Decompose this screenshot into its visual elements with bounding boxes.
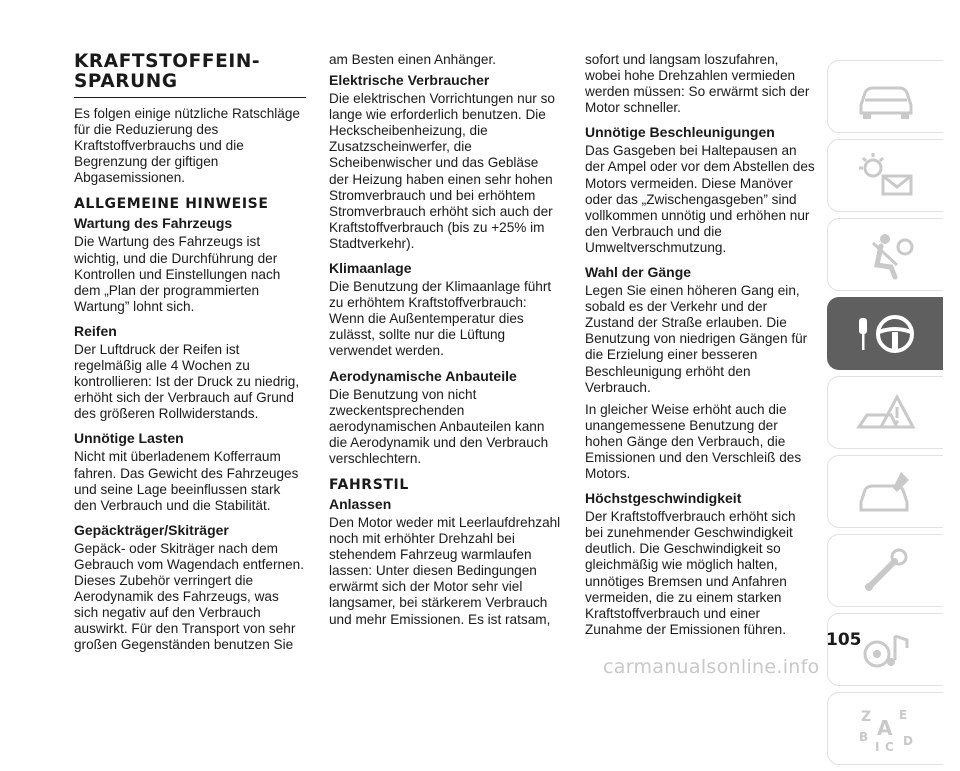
svg-text:I: I <box>874 739 879 754</box>
page-title: KRAFTSTOFFEIN-SPARUNG <box>74 52 306 98</box>
paragraph-roof-rack: Gepäck- oder Skiträger nach dem Gebrauch vom Wagendach entfernen. Dieses Zubehör verringert die Aerodynamik des Fahrzeugs, was sich negativ auf den Verbrauch auswirkt. Für den Transport von sehr großen Gegenständen benutzen Sie <box>74 540 304 653</box>
subheading-loads: Unnötige Lasten <box>74 430 184 447</box>
technical-data-icon <box>851 545 921 597</box>
tab-index[interactable] <box>827 692 943 765</box>
seat-airbag-icon <box>851 229 921 281</box>
watermark: carmanualsonline.info <box>603 656 820 678</box>
paragraph-gears-2: In gleicher Weise erhöht auch die unangemessene Benutzung der hohen Gänge den Verbrauch, die Emissionen und den Verschleiß des Motors. <box>585 401 802 482</box>
tab-maintenance[interactable] <box>827 455 943 528</box>
subheading-tyres: Reifen <box>74 322 117 339</box>
car-icon <box>851 71 921 123</box>
svg-text:C: C <box>884 739 894 754</box>
column-1 <box>74 52 306 653</box>
subheading-starting: Anlassen <box>329 495 392 512</box>
lights-envelope-icon <box>851 150 921 202</box>
tab-technical-data[interactable] <box>827 534 943 607</box>
paragraph-max-speed: Der Kraftstoffverbrauch erhöht sich bei zunehmender Geschwindigkeit deutlich. Die Geschwindigkeit so gleichmäßig wie möglich halten, unnötiges Bremsen und Anfahren vermeiden, die zu einem starken Kraftstoffverbrauch und einer Zunahme der Emissionen führen. <box>585 509 796 637</box>
column-2 <box>329 52 561 628</box>
subheading-roof-rack: Gepäckträger/Skiträger <box>74 521 229 538</box>
intro-paragraph: Es folgen einige nützliche Ratschläge für die Reduzierung des Kraftstoffverbrauchs und die Begrenzung der giftigen Abgasemissionen. <box>74 106 300 186</box>
tab-lights-messages[interactable] <box>827 139 943 212</box>
paragraph-maintenance: Die Wartung des Fahrzeugs ist wichtig, und die Durchführung der Kontrollen und Einstellungen nach dem „Plan der programmierten Wartung” lohnt sich. <box>74 234 281 314</box>
svg-text:A: A <box>876 715 892 740</box>
paragraph-loads: Nicht mit überladenem Kofferraum fahren. Das Gewicht des Fahrzeuges und seine Lage beeinflussen stark den Verbrauch und die Stabilität. <box>74 449 299 513</box>
subheading-gears: Wahl der Gänge <box>585 264 692 281</box>
paragraph-acceleration: Das Gasgeben bei Haltepausen an der Ampel oder vor dem Abstellen des Motors vermeiden. Diese Manöver oder das „Zwischengasgeben” sind vollkommen unnötig und erhöhen nur den Verbrauch und die Umweltverschmutzung. <box>585 143 815 255</box>
paragraph-aerodynamics: Die Benutzung von nicht zweckentsprechenden aerodynamischen Anbauteilen kann die Aerodynamik und den Verbrauch verschlechtern. <box>329 386 549 466</box>
svg-text:D: D <box>902 733 913 748</box>
subheading-aerodynamics: Aerodynamische Anbauteile <box>329 367 517 384</box>
paragraph-air-conditioning: Die Benutzung der Klimaanlage führt zu erhöhtem Kraftstoffverbrauch: Wenn die Außentemperatur dies zulässt, sollte nur die Lüftung verwendet werden. <box>329 279 552 359</box>
tab-emergency[interactable] <box>827 376 943 449</box>
svg-text:B: B <box>858 729 868 744</box>
tab-starting-driving[interactable] <box>827 297 943 370</box>
alphabetical-index-icon <box>851 703 921 755</box>
section-heading-general: ALLGEMEINE HINWEISE <box>74 196 269 213</box>
section-heading-driving-style: FAHRSTIL <box>329 476 409 493</box>
subheading-electrical: Elektrische Verbraucher <box>329 72 490 89</box>
chapter-tabs <box>827 60 943 771</box>
svg-text:E: E <box>898 707 907 722</box>
subheading-air-conditioning: Klimaanlage <box>329 260 412 277</box>
page-number: 105 <box>826 630 862 650</box>
tab-car[interactable] <box>827 60 943 133</box>
maintenance-car-icon <box>851 466 921 518</box>
subheading-maintenance: Wartung des Fahrzeugs <box>74 215 233 232</box>
paragraph-starting: Den Motor weder mit Leerlaufdrehzahl noch mit erhöhter Drehzahl bei stehendem Fahrzeug warmlaufen lassen: Unter diesen Bedingungen erwärmt sich der Motor sehr viel langsamer, bei stärkerem Verbrauch und mehr Emissionen. Es ist ratsam, <box>329 514 561 627</box>
paragraph-gears-1: Legen Sie einen höheren Gang ein, sobald es der Verkehr und der Zustand der Straße erlauben. Die Benutzung von niedrigen Gängen für die Erzielung einer besseren Beschleunigung erhöht den Verbrauch. <box>585 283 808 395</box>
paragraph-tyres: Der Luftdruck der Reifen ist regelmäßig alle 4 Wochen zu kontrollieren: Ist der Druck zu niedrig, erhöht sich der Verbrauch auf Grund des größeren Rollwiderstands. <box>74 341 300 422</box>
tab-safety[interactable] <box>827 218 943 291</box>
paragraph-continued: sofort und langsam loszufahren, wobei hohe Drehzahlen vermieden werden müssen: So erwärmt sich der Motor schneller. <box>585 52 810 116</box>
paragraph-electrical: Die elektrischen Vorrichtungen nur so lange wie erforderlich benutzen. Die Heckscheibenheizung, die Zusatzscheinwerfer, die Scheibenwischer und das Gebläse der Heizung haben einen sehr hohen Stromverbrauch und bei erhöhtem Stromverbrauch erhöht sich auch der Kraftstoffverbrauch (bis zu +25% im Stadtverkehr). <box>329 91 555 251</box>
warning-breakdown-icon <box>851 387 921 439</box>
subheading-max-speed: Höchstgeschwindigkeit <box>585 490 742 507</box>
column-3 <box>585 52 817 638</box>
svg-text:Z: Z <box>860 708 871 725</box>
paragraph-continued: am Besten einen Anhänger. <box>329 52 497 67</box>
key-steering-wheel-icon <box>851 308 921 360</box>
subheading-acceleration: Unnötige Beschleunigungen <box>585 124 775 141</box>
